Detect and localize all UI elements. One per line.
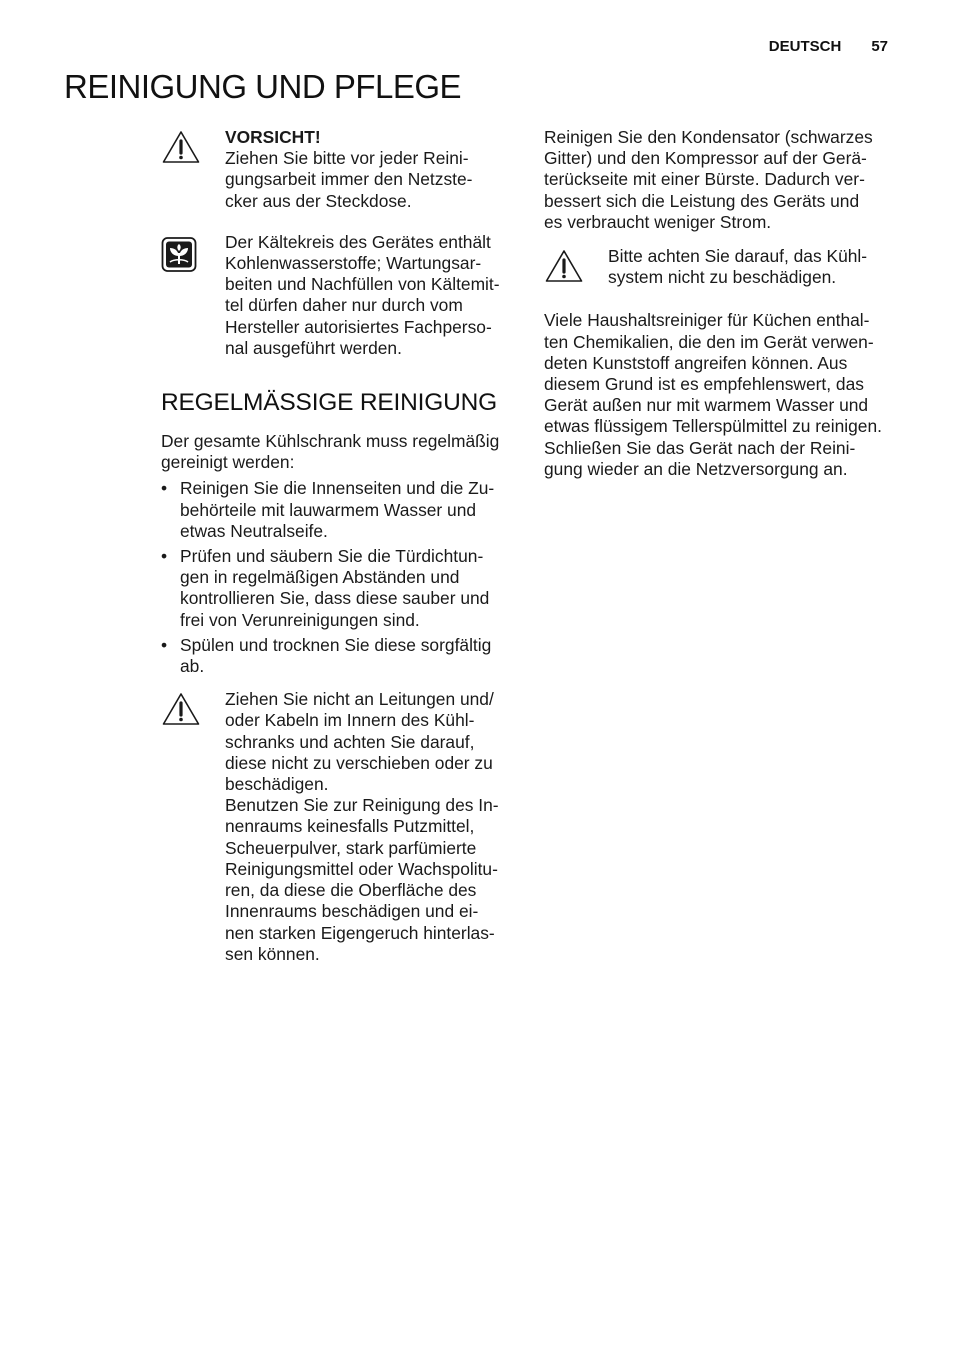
cooling-system-warning xyxy=(544,246,904,288)
environment-plant-icon xyxy=(161,234,199,277)
list-item: • Prüfen und säubern Sie die Türdichtun- gen in regelmäßigen Abständen und kontrollieren Sie, dass diese sauber und frei von Verunreinigungen sind. xyxy=(161,546,490,630)
cable-warning-text: Ziehen Sie nicht an Leitungen und/ oder Kabeln im Innern des Kühl- schranks und achten Sie darauf, diese nicht zu verschieben oder zu beschädigen. Benutzen Sie zur Reinigung des In- nenraums keinesfalls Putzmittel, Scheuerpulver, stark parfümierte Reinigungsmittel oder Wachspolitu- ren, da diese die Oberfläche des Innenraums beschädigen und ei- nen starken Eigengeruch hinterlas- sen können. xyxy=(225,689,499,964)
list-item: • Reinigen Sie die Innenseiten und die Zu- behörteile mit lauwarmem Wasser und etwas Neutralseife. xyxy=(161,478,495,541)
left-column xyxy=(161,127,521,965)
page-title: REINIGUNG UND PFLEGE xyxy=(64,68,462,105)
right-column xyxy=(544,127,904,480)
section-title: REGELMÄSSIGE REINIGUNG xyxy=(161,389,497,417)
cleaner-paragraph: Viele Haushaltsreiniger für Küchen enthal- ten Chemikalien, die den im Gerät verwen- deten Kunststoff angreifen können. Aus diesem Grund ist es empfehlenswert, das Gerät außen nur mit warmem Wasser und etwas flüssigem Tellerspülmittel zu reinigen. Schließen Sie das Gerät nach der Reini- gung wieder an die Netzversorgung an. xyxy=(544,310,882,479)
caution-heading: VORSICHT! xyxy=(225,127,321,147)
environment-text: Der Kältekreis des Gerätes enthält Kohlenwasserstoffe; Wartungsar- beiten und Nachfüllen von Kältemit- tel dürfen daher nur durch vom Hersteller autorisiertes Fachperso- nal ausgeführt werden. xyxy=(225,231,500,358)
page-header xyxy=(769,38,888,55)
list-item: • Spülen und trocknen Sie diese sorgfältig ab. xyxy=(161,634,492,677)
warning-triangle-icon xyxy=(161,129,201,170)
caution-notice xyxy=(161,127,521,212)
caution-text: Ziehen Sie bitte vor jeder Reini- gungsarbeit immer den Netzste- cker aus der Steckdose. xyxy=(225,148,473,211)
cable-warning-notice xyxy=(161,689,521,965)
environment-notice xyxy=(161,232,521,359)
cleaning-steps-list xyxy=(161,478,521,677)
section-intro: Der gesamte Kühlschrank muss regelmäßig gereinigt werden: xyxy=(161,431,500,473)
condenser-paragraph: Reinigen Sie den Kondensator (schwarzes Gitter) und den Kompressor auf der Gerä- terückseite mit einer Bürste. Dadurch ver- bessert sich die Leistung des Geräts und es verbraucht weniger Strom. xyxy=(544,127,873,232)
bullet-icon: • xyxy=(161,478,168,499)
warning-triangle-icon xyxy=(544,248,584,289)
cooling-system-warning-text: Bitte achten Sie darauf, das Kühl- system nicht zu beschädigen. xyxy=(608,246,868,288)
warning-triangle-icon xyxy=(161,691,201,732)
page-number: 57 xyxy=(871,38,888,55)
header-language: DEUTSCH xyxy=(768,38,842,55)
bullet-icon: • xyxy=(161,546,168,567)
bullet-icon: • xyxy=(161,634,168,655)
